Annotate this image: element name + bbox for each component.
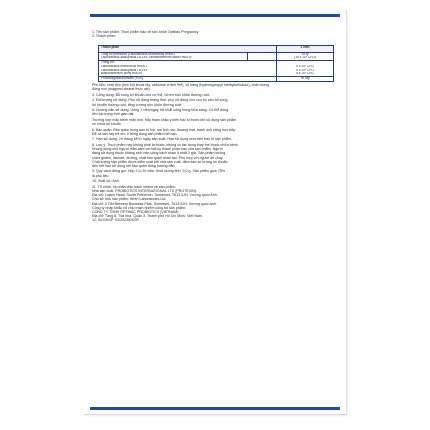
ingredient-name-line: Trong đó: (101, 61, 115, 65)
leaflet-section (92, 93, 338, 97)
table-row (99, 52, 334, 60)
section-text-line: Trường hợp mắc bệnh mãn tính, hãy tham khảo ý kiến bác sĩ trước khi sử dụng sản phẩm (92, 117, 236, 122)
leaflet-section (92, 137, 338, 141)
amount-line: 5 x 10⁹ CFU (296, 64, 314, 68)
section-text-line: Để xa tầm tay trẻ em. Không dùng sản phẩm hết hạn. (92, 131, 178, 136)
col-header-ingredient: Thành phần (99, 45, 277, 52)
section-text-line: Nhà sản xuất: PROBIOTICS INTERNATIONAL LTD (PROTEXIN). (92, 189, 197, 194)
leaflet-section (92, 118, 338, 126)
section-text-line: đang sử dụng thuốc kháng sinh nên uống cách nhau ít nhất 2 giờ. Sản phẩm không (92, 151, 226, 156)
product-leaflet (84, 10, 347, 415)
leaflet-sections (92, 83, 338, 223)
amount-line: (15 x 10⁹ CFU) (294, 56, 316, 60)
section-text-line: liên tục trong thời gian dài. (92, 112, 135, 117)
ingredient-name-cell (99, 76, 277, 81)
bottom-blue-rule (90, 407, 340, 410)
section-text-line: 11. Tổ chức, cá nhân chịu trách nhiệm về sản phẩm: (92, 184, 176, 189)
section-text-line: 5. Hướng dẫn sử dụng: Uống 1 viên/ngày, tốt nhất uống trong bữa sáng. Có thể dùng (92, 108, 229, 113)
amount-line: 15 tỷ (301, 52, 309, 56)
section-text-line: Không dùng cho người mẫn cảm với bất kỳ thành phần nào của sản phẩm. Người (92, 147, 223, 152)
ingredient-amount-cell (277, 52, 334, 60)
ingredients-table (98, 45, 334, 82)
section-text-line: đến hết hạn sử dụng khi bảo quản đúng hướng dẫn. (92, 163, 176, 168)
section-text-line: Địa chỉ: Lopen Head, South Petherton, Somerset, TA13 5JH, Vương quốc Anh. (92, 193, 218, 198)
section-text-line: 7. Hạn sử dụng: 24 tháng kể từ ngày sản xuất. Hạn sử dụng xem trên bao bì sản phẩm. (92, 137, 232, 142)
section-text-line: 9. Quy cách đóng gói: Hộp 1 lọ 30 viên. Khối lượng tịnh: 9,0 g. Sản phẩm gồm 75% (92, 169, 226, 174)
ingredient-name-line: Lactobacillus acidophilus La-14® (101, 68, 148, 72)
product-name: 1. Tên sản phẩm: Thực phẩm bảo vệ sức khỏe Optibac Pregnancy. (92, 30, 200, 34)
ingredient-mid-cell (248, 52, 277, 60)
leaflet-content (92, 30, 338, 223)
section-text-line: 10. Xuất xứ: Anh. (92, 179, 120, 184)
amount-line: 30 mg (300, 76, 310, 80)
leaflet-section (92, 128, 338, 136)
section-text-line: Địa chỉ: 2 Old Brewery Business Park, Somerset, TA13 5JH, Vương quốc Anh. (92, 201, 217, 206)
ingredient-amount-cell (277, 76, 334, 81)
composition-heading: 2. Thành phần: (92, 34, 117, 39)
section-text-line: Chất lượng sản phẩm được kiểm soát bởi nhà sản xuất, đảm bảo số lượng lợi khuẩn (92, 159, 228, 164)
section-text-line: lợi khuẩn đường ruột, tăng cường sức khỏe đường ruột. (92, 102, 182, 107)
section-text-line: Công ty nhập khẩu và chịu trách nhiệm công bố sản phẩm: (92, 205, 186, 210)
section-text-line: chứa gluten, lactose, đường, chất bảo quản nhân tạo. Phù hợp với người ăn chay. (92, 155, 224, 160)
section-text-line: CÔNG TY TNHH OPTIBAC PROBIOTICS (VIETNAM). (92, 209, 180, 214)
ingredient-amount-cell (277, 61, 334, 77)
ingredient-name-cell (99, 61, 277, 77)
col-header-amount: 1 viên (277, 45, 334, 52)
leaflet-section (92, 179, 338, 183)
section-text-line: đông vón (magnesi stearat thực vật). (92, 87, 151, 92)
table-row (99, 61, 334, 77)
ingredient-name-line: Fructooligosaccharides (FOS) (101, 76, 144, 80)
section-text-line: 4. Đối tượng sử dụng: Phụ nữ đang mang thai, phụ nữ đang cho con bú cần bổ sung (92, 98, 228, 103)
section-text-line: Phụ liệu: chất độn (tinh bột khoai tây, cellulose vi tinh thể), vỏ nang (hydroxypropyl methylcellulose), chất chống (92, 82, 270, 87)
leaflet-section (92, 83, 338, 91)
ingredient-name-line: Lactobacillus rhamnosus HN001 (101, 64, 147, 68)
section-text-line: là phụ liệu. (92, 173, 110, 178)
leaflet-section (92, 185, 338, 223)
section-text-line: Chủ sở hữu sản phẩm: Wren Laboratories Ltd. (92, 197, 167, 202)
section-text-line: có chứa lợi khuẩn. (92, 122, 122, 127)
amount-line: 5 x 10⁹ CFU (296, 72, 314, 76)
ingredient-name-line: Bifidobacterium lactis HN019 (101, 72, 142, 76)
leaflet-section (92, 143, 338, 168)
section-text-line: 8. Lưu ý: Thực phẩm này không phải là thuốc, không có tác dụng thay thế thuốc chữa bệnh. (92, 142, 239, 147)
table-row (99, 76, 334, 81)
ingredient-name-cell (99, 52, 248, 60)
leaflet-section (92, 98, 338, 106)
amount-line: 5 x 10⁹ CFU (296, 68, 314, 72)
leaflet-section (92, 169, 338, 177)
ingredient-name-line: Lactobacillus acidophilus La-14®, Bifidobacterium lactis HN019) (101, 56, 192, 60)
section-text-line: 3. Công dụng: Bổ sung lợi khuẩn cho cơ thể, hỗ trợ sức khỏe đường ruột. (92, 92, 210, 97)
leaflet-section (92, 108, 338, 116)
section-text-line: Địa chỉ: Tầng 8, Tòa nhà, Quận 3, Thành phố Hồ Chí Minh, Việt Nam. (92, 214, 203, 219)
ingredient-name-line: Tổng số probiotics (Lactobacillus rhamnosus HN001, (101, 52, 176, 56)
section-text-line: 12. Số ĐKSP: 02/2023/ĐKSP. (92, 218, 140, 223)
section-text-line: 6. Bảo quản: Bảo quản trong bao bì kín, nơi khô ráo, thoáng mát, tránh ánh nắng trực tiếp. (92, 127, 237, 132)
top-blue-rule (90, 14, 340, 17)
